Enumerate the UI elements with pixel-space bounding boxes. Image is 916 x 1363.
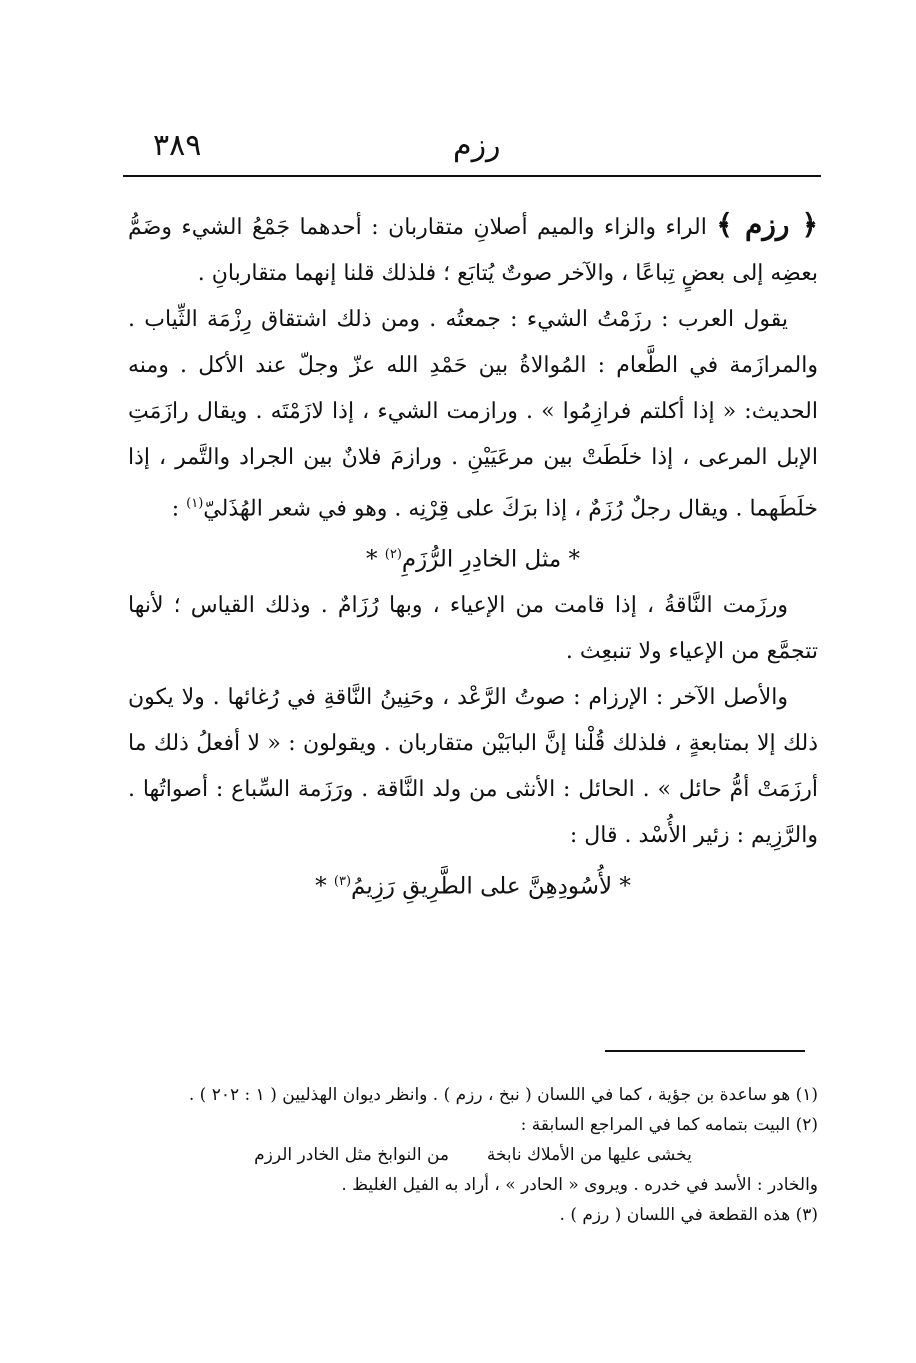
footnote-2-verse xyxy=(128,1140,818,1170)
entry-text-3: ورزَمت النَّاقةُ ، إذا قامت من الإعياء ، وبها رُزَامٌ . وذلك القياس ؛ لأنها تتجمَّع من الإعياء ولا تنبعِث . xyxy=(128,592,818,664)
entry-paragraph-3 xyxy=(128,583,818,675)
line-end-1: : xyxy=(171,496,187,522)
footnote-rule xyxy=(605,1050,805,1052)
verse-2 xyxy=(128,859,818,910)
verse-2-end: * xyxy=(315,873,334,900)
verse-1-end: * xyxy=(365,546,385,573)
verse-1-text: * مثل الخادِرِ الرُّزَمِ xyxy=(401,546,581,573)
entry-text-1: الراء والزاء والميم أصلانِ متقاربان : أحدهما جَمْعُ الشيء وضَمُّ بعضِه إلى بعضٍ تِباعًا ، والآخر صوتٌ يُتابَع ؛ فلذلك قلنا إنهما متقاربانِ . xyxy=(128,215,818,286)
footnotes xyxy=(128,1080,818,1230)
footnote-2-verse-a: يخشى عليها من الأملاك نابخة xyxy=(486,1145,692,1165)
footnote-ref-2: (٢) xyxy=(384,547,402,563)
entry-paragraph-2 xyxy=(128,297,818,532)
footnote-ref-3: (٣) xyxy=(333,873,352,889)
entry-paragraph-4 xyxy=(128,675,818,859)
footnote-1: (١) هو ساعدة بن جؤية ، كما في اللسان ( نبخ ، رزم ) . وانظر ديوان الهذليين ( ١ : ٢٠٢ ) . xyxy=(188,1085,818,1105)
entry-text-4: والأصل الآخر : الإرزام : صوتُ الرَّعْد ، وحَنِينُ النَّاقةِ في رُغائها . ولا يكون ذلك إلا بمتابعةٍ ، فلذلك قُلْنا إنَّ البابَيْن متقاربان . ويقولون : « لا أفعلُ ذلك ما أرزَمَتْ أمُّ حائل » . الحائل : الأنثى من ولد النَّاقة . ورَزَمة السِّباع : أصواتُها . والرَّزِيم : زئير الأُسْد . قال : xyxy=(128,684,818,848)
running-head: رزم xyxy=(453,128,501,163)
verse-1 xyxy=(128,532,818,583)
entry-text-2: يقول العرب : رزَمْتُ الشيء : جمعتُه . ومن ذلك اشتقاق رِزْمَة الثِّياب . والمرازَمة في الطَّعام : المُوالاةُ بين حَمْدِ الله عزّ وجلّ عند الأكل . ومنه الحديث: « إذا أكلتم فرازِمُوا » . ورازمت الشيء ، إذا لازَمْتَه . ويقال رازَمَتِ الإبل المرعى ، إذا خلَطَتْ بين مرعَيَيْنِ . ورازمَ فلانٌ بين الجراد والتَّمر ، إذا خلَطَهما . ويقال رجلٌ رُزَمٌ ، إذا برَكَ على قِرْنِه . وهو في شعر الهُذَليّ xyxy=(128,307,818,522)
footnote-2: (٢) البيت بتمامه كما في المراجع السابقة : xyxy=(520,1115,818,1135)
entry-paragraph-1 xyxy=(128,202,818,297)
header-rule xyxy=(123,175,821,177)
footnote-2-verse-b: من النوابخ مثل الخادر الرزم xyxy=(254,1145,449,1165)
entry-body xyxy=(128,202,818,910)
page-header xyxy=(123,128,823,178)
footnote-ref-1: (١) xyxy=(186,496,204,511)
footnote-2-note: والخادر : الأسد في خدره . ويروى « الحادر » ، أراد به الفيل الغليظ . xyxy=(341,1175,818,1195)
headword: ﴿ رزم ﴾ xyxy=(716,208,819,241)
verse-2-text: * لأُسُودِهِنَّ على الطَّرِيقِ رَزِيمُ xyxy=(351,873,631,900)
page-number: ٣٨٩ xyxy=(153,128,202,163)
footnote-3: (٣) هذه القطعة في اللسان ( رزم ) . xyxy=(559,1205,818,1225)
